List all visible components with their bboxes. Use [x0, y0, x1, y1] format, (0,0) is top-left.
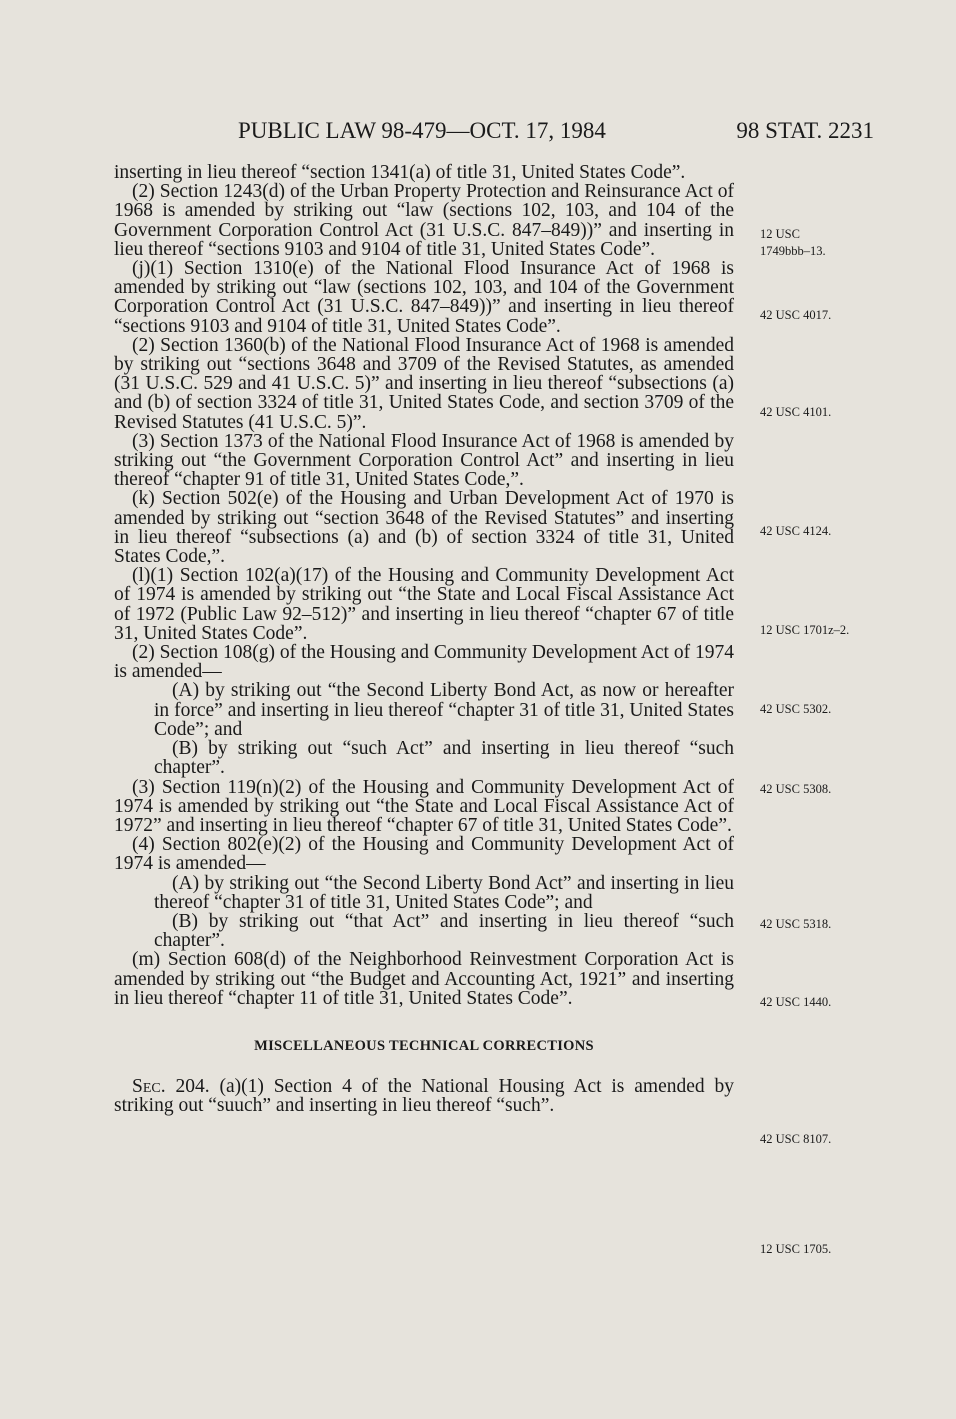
margin-note-42usc-5318: 42 USC 5318.: [760, 917, 832, 931]
section-heading: MISCELLANEOUS TECHNICAL CORRECTIONS: [254, 1037, 594, 1054]
margin-note-12usc-1705: 12 USC 1705.: [760, 1242, 832, 1256]
subparagraph-l2-b: (B) by striking out “such Act” and inserting in lieu thereof “such chapter”.: [154, 738, 734, 779]
margin-note-12usc-1701z: 12 USC 1701z–2.: [760, 623, 850, 637]
section-204-text: (a)(1) Section 4 of the National Housing Act is amended by striking out “suuch” and inserting in lieu thereof “such”.: [114, 1076, 734, 1117]
paragraph-j1: (j)(1) Section 1310(e) of the National Flood Insurance Act of 1968 is amended by striking out “law (sections 102, 103, and 104 of the Government Corporation Control Act (31 U.S.C. 847–849))” and inserting in lieu thereof “sections 9103 and 9104 of title 31, United States Code”.: [114, 258, 734, 337]
paragraph-k: (k) Section 502(e) of the Housing and Urban Development Act of 1970 is amended by striking out “section 3648 of the Revised Statutes” and inserting in lieu thereof “subsections (a) and (b) of section 3324 of title 31, United States Code,”.: [114, 488, 734, 568]
margin-note-42usc-4124: 42 USC 4124.: [760, 524, 832, 538]
paragraph-l2: (2) Section 108(g) of the Housing and Community Development Act of 1974 is amended—: [114, 642, 734, 683]
margin-note-12usc: 12 USC: [760, 227, 800, 241]
paragraph-j3: (3) Section 1373 of the National Flood Insurance Act of 1968 is amended by striking out “the Government Corporation Control Act” and inserting in lieu thereof “chapter 91 of title 31, United States Code,”.: [114, 430, 734, 491]
paragraph-j2: (2) Section 1360(b) of the National Flood Insurance Act of 1968 is amended by striking out “sections 3648 and 3709 of the Revised Statutes, as amended (31 U.S.C. 529 and 41 U.S.C. 5)” and inserting in lieu thereof “subsections (a) and (b) of section 3324 of title 31, United States Code, and section 3709 of the Revised Statutes (41 U.S.C. 5)”.: [114, 334, 734, 433]
margin-note-42usc-5308: 42 USC 5308.: [760, 782, 832, 796]
margin-note-42usc-8107: 42 USC 8107.: [760, 1132, 832, 1146]
margin-note-42usc-1440: 42 USC 1440.: [760, 995, 832, 1009]
paragraph-l1: (l)(1) Section 102(a)(17) of the Housing and Community Development Act of 1974 is amended by striking out “the State and Local Fiscal Assistance Act of 1972 (Public Law 92–512)” and inserting in lieu thereof “chapter 67 of title 31, United States Code”.: [114, 565, 734, 644]
paragraph-continuation: inserting in lieu thereof “section 1341(a) of title 31, United States Code”.: [114, 162, 686, 183]
subparagraph-l4-a: (A) by striking out “the Second Liberty Bond Act” and inserting in lieu thereof “chapter 31 of title 31, United States Code”; and: [154, 872, 734, 913]
paragraph-i2: (2) Section 1243(d) of the Urban Property Protection and Reinsurance Act of 1968 is amended by striking out “law (sections 102, 103, and 104 of the Government Corporation Control Act (31 U.S.C. 847–849))” and inserting in lieu thereof “sections 9103 and 9104 of title 31, United States Code”.: [114, 181, 734, 260]
statute-body: [114, 163, 734, 1116]
margin-note-42usc-4101: 42 USC 4101.: [760, 405, 832, 419]
subparagraph-l4-b: (B) by striking out “that Act” and inserting in lieu thereof “such chapter”.: [154, 910, 734, 952]
paragraph-l3: (3) Section 119(n)(2) of the Housing and Community Development Act of 1974 is amended by striking out “the State and Local Fiscal Assistance Act of 1972” and inserting in lieu thereof “chapter 67 of title 31, United States Code”.: [114, 776, 734, 836]
paragraph-m: (m) Section 608(d) of the Neighborhood Reinvestment Corporation Act is amended by striking out “the Budget and Accounting Act, 1921” and inserting in lieu thereof “chapter 11 of title 31, United States Code”.: [114, 949, 734, 1009]
margin-note-1749bbb: 1749bbb–13.: [760, 244, 826, 258]
public-law-citation: PUBLIC LAW 98-479—OCT. 17, 1984: [238, 118, 606, 143]
stat-page-number: 98 STAT. 2231: [736, 118, 874, 143]
section-204-paragraph: [114, 1077, 734, 1115]
subparagraph-l2-a: (A) by striking out “the Second Liberty Bond Act, as now or hereafter in force” and inserting in lieu thereof “chapter 31 of title 31, United States Code”; and: [154, 680, 734, 740]
margin-note-42usc-4017: 42 USC 4017.: [760, 308, 832, 322]
margin-note-42usc-5302: 42 USC 5302.: [760, 702, 832, 716]
paragraph-l4: (4) Section 802(e)(2) of the Housing and Community Development Act of 1974 is amended—: [114, 834, 734, 875]
section-label: Sec. 204.: [132, 1076, 210, 1098]
